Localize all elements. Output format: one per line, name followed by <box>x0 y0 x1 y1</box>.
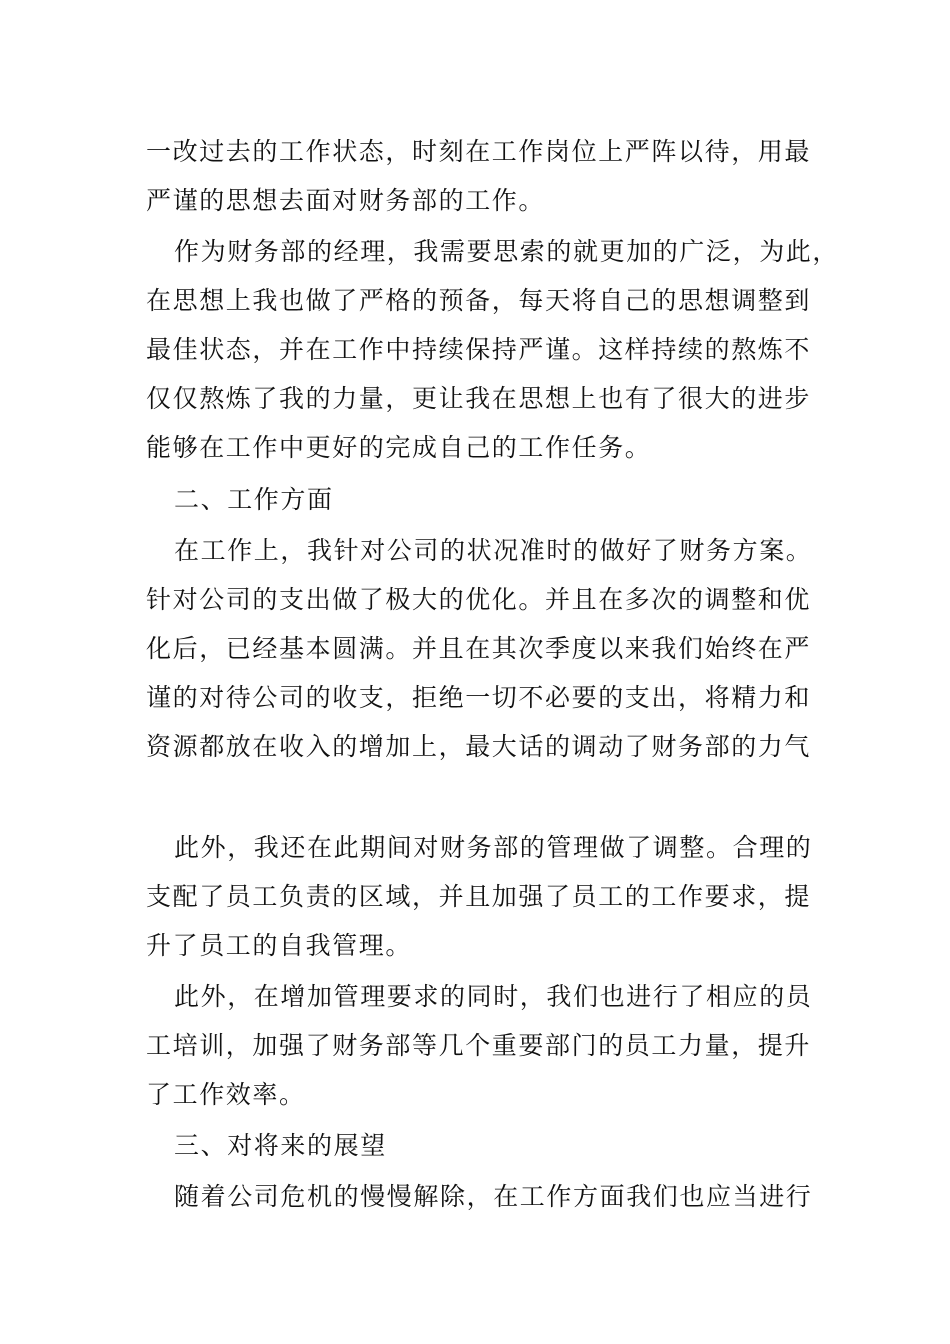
text-line: 支配了员工负责的区域，并且加强了员工的工作要求，提 <box>146 882 812 911</box>
text-line: 在思想上我也做了严格的预备，每天将自己的思想调整到 <box>146 286 812 315</box>
text-line: 在工作上，我针对公司的状况准时的做好了财务方案。 <box>174 536 813 565</box>
text-line: 资源都放在收入的增加上，最大话的调动了财务部的力气 <box>146 732 812 761</box>
text-line: 此外，我还在此期间对财务部的管理做了调整。合理的 <box>174 833 813 862</box>
text-line: 升了员工的自我管理。 <box>146 931 413 960</box>
text-line: 随着公司危机的慢慢解除，在工作方面我们也应当进行 <box>174 1182 813 1211</box>
text-line: 最佳状态，并在工作中持续保持严谨。这样持续的熬炼不 <box>146 335 812 364</box>
text-line: 一改过去的工作状态，时刻在工作岗位上严阵以待，用最 <box>146 137 812 166</box>
text-line: 工培训，加强了财务部等几个重要部门的员工力量，提升 <box>146 1031 812 1060</box>
text-line: 化后，已经基本圆满。并且在其次季度以来我们始终在严 <box>146 634 812 663</box>
text-line: 严谨的思想去面对财务部的工作。 <box>146 186 546 215</box>
text-line: 仅仅熬炼了我的力量，更让我在思想上也有了很大的进步 <box>146 384 812 413</box>
text-line: 作为财务部的经理，我需要思索的就更加的广泛，为此， <box>174 237 840 266</box>
text-line: 此外，在增加管理要求的同时，我们也进行了相应的员 <box>174 982 813 1011</box>
text-line: 能够在工作中更好的完成自己的工作任务。 <box>146 433 652 462</box>
section-heading: 二、工作方面 <box>174 485 334 514</box>
text-line: 针对公司的支出做了极大的优化。并且在多次的调整和优 <box>146 585 812 614</box>
text-line: 了工作效率。 <box>146 1080 306 1109</box>
section-heading: 三、对将来的展望 <box>174 1131 387 1160</box>
text-line: 谨的对待公司的收支，拒绝一切不必要的支出，将精力和 <box>146 683 812 712</box>
